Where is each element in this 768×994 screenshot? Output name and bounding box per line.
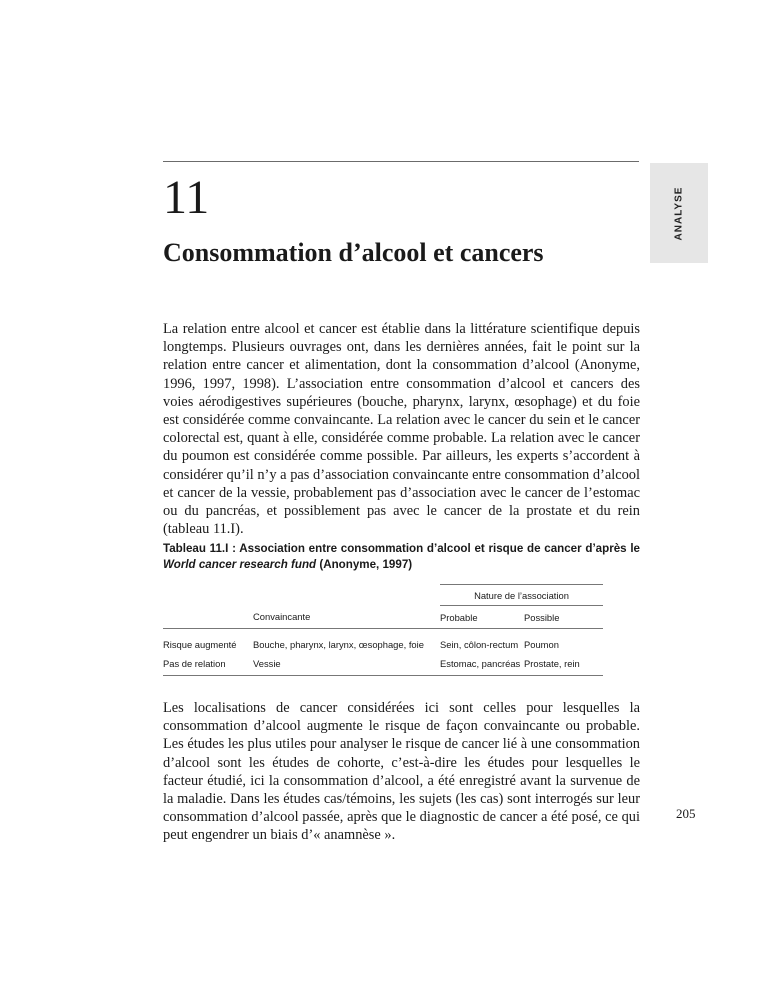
table-cell: Sein, côlon-rectum	[440, 639, 519, 650]
table-cell: Prostate, rein	[524, 654, 603, 676]
table-caption-suffix: (Anonyme, 1997)	[316, 558, 413, 571]
section-tab	[650, 163, 708, 263]
table-caption	[163, 541, 640, 573]
body-paragraph: Les localisations de cancer considérées ici sont celles pour lesquelles la consommation d’alcool augmente le risque de façon convaincante ou probable. Les études les plus utiles pour analyser le risque de cancer lié à une consommation d’alcool sont les études de cohorte, c’est-à-dire les études pour lesquelles le facteur étudié, ici la consommation d’alcool, a été enregistré avant la survenue de la maladie. Dans les études cas/témoins, les sujets (les cas) sont interrogés sur leur consommation d’alcool passée, après que le diagnostic de cancer a été posé, ce qui peut engendrer un biais d’« anamnèse ».	[163, 700, 640, 844]
table-group-header-row	[163, 585, 603, 606]
table-row	[163, 629, 603, 655]
table-caption-prefix: Tableau 11.I : Association entre consommation d’alcool et risque de cancer d’après le	[163, 542, 640, 555]
table-cell: Vessie	[253, 654, 440, 676]
table-corner-cell	[163, 585, 253, 606]
intro-paragraph: La relation entre alcool et cancer est établie dans la littérature scientifique depuis longtemps. Plusieurs ouvrages ont, dans les dernières années, fait le point sur la relation entre cancer et alimentation, dont la consommation d’alcool (Anonyme, 1996, 1997, 1998). L’association entre consommation d’alcool et cancers des voies aérodigestives supérieures (bouche, pharynx, larynx, œsophage) et du foie est considérée comme convaincante. La relation avec le cancer du sein et le cancer colorectal est, quant à elle, considérée comme probable. La relation avec le cancer du poumon est considérée comme possible. Par ailleurs, les experts s’accordent à considérer qu’il n’y a pas d’association convaincante entre consommation d’alcool et cancer de la vessie, probablement pas d’association avec le cancer de l’estomac ou du pancréas, et possiblement pas avec le cancer de la prostate et du rein (tableau 11.I).	[163, 321, 640, 538]
chapter-number: 11	[163, 171, 210, 224]
table-caption-source: World cancer research fund	[163, 558, 317, 571]
table-empty-header-cell	[253, 585, 440, 606]
column-header-convaincante: Convaincante	[253, 606, 440, 629]
table-group-header: Nature de l’association	[440, 585, 603, 606]
table-column-header-row	[163, 606, 603, 629]
top-rule	[163, 161, 639, 162]
section-tab-label: ANALYSE	[673, 186, 685, 240]
table-cell: Bouche, pharynx, larynx, œsophage, foie	[253, 639, 424, 650]
table-cell: Estomac, pancréas	[440, 654, 524, 676]
chapter-title: Consommation d’alcool et cancers	[163, 238, 544, 267]
table-cell: Poumon	[524, 639, 559, 650]
column-header-probable: Probable	[440, 606, 524, 629]
row-label: Pas de relation	[163, 654, 253, 676]
column-header-possible: Possible	[524, 606, 603, 629]
table-row	[163, 654, 603, 676]
association-table	[163, 584, 603, 676]
page-number: 205	[676, 806, 696, 821]
table-header-blank	[163, 606, 253, 629]
row-label: Risque augmenté	[163, 639, 237, 650]
